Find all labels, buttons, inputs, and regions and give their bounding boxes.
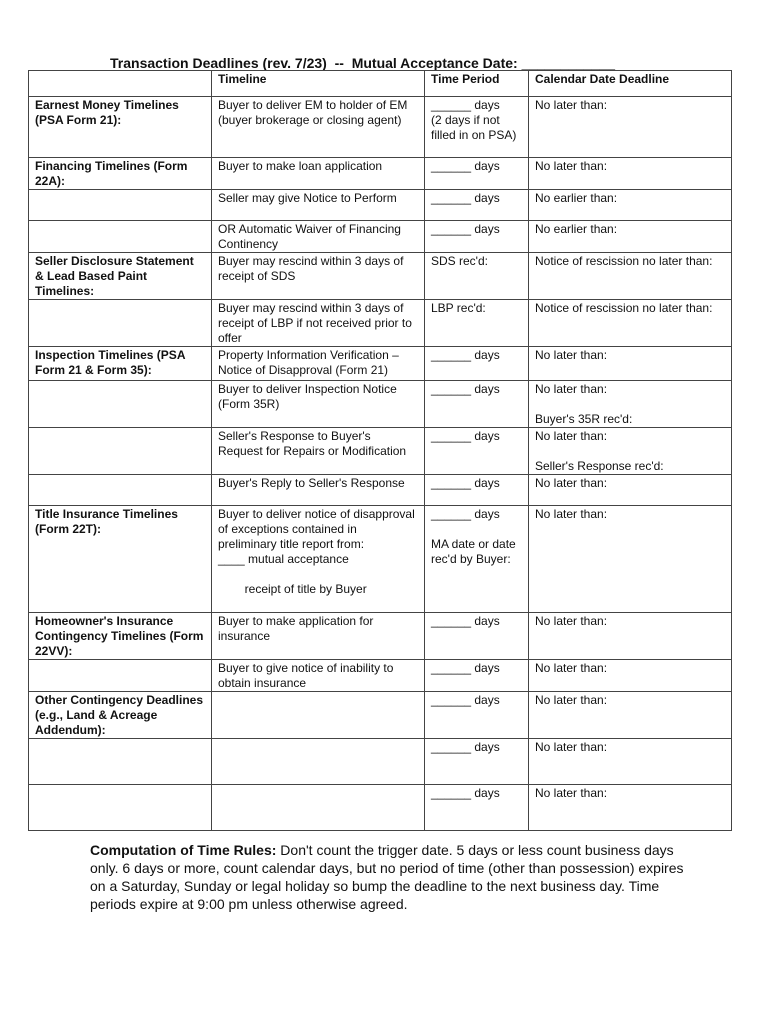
header-row — [29, 71, 732, 97]
cell-category — [29, 300, 212, 347]
computation-label: Computation of Time Rules: — [90, 842, 277, 858]
page-title: Transaction Deadlines (rev. 7/23) -- Mutual Acceptance Date: ____________ — [110, 55, 615, 71]
header-category — [29, 71, 212, 97]
cell-calendar-deadline: No earlier than: — [529, 190, 732, 221]
cell-time-period: LBP rec'd: — [425, 300, 529, 347]
table-row — [29, 97, 732, 158]
cell-timeline: Buyer to make loan application — [212, 158, 425, 190]
cell-time-period: ______ days — [425, 739, 529, 785]
cell-category — [29, 785, 212, 831]
cell-calendar-deadline: No later than: — [529, 475, 732, 506]
cell-calendar-deadline: No earlier than: — [529, 221, 732, 253]
cell-calendar-deadline: No later than: — [529, 660, 732, 692]
table-row — [29, 221, 732, 253]
cell-time-period: ______ days — [425, 692, 529, 739]
deadlines-table — [28, 70, 732, 831]
cell-timeline — [212, 692, 425, 739]
header-time-period: Time Period — [425, 71, 529, 97]
cell-timeline — [212, 739, 425, 785]
cell-timeline: OR Automatic Waiver of Financing Continency — [212, 221, 425, 253]
table-row — [29, 190, 732, 221]
table-row — [29, 158, 732, 190]
computation-note — [90, 841, 690, 913]
cell-category — [29, 739, 212, 785]
cell-category — [29, 381, 212, 428]
cell-category: Inspection Timelines (PSA Form 21 & Form 35): — [29, 347, 212, 381]
cell-calendar-deadline: Notice of rescission no later than: — [529, 300, 732, 347]
cell-category: Other Contingency Deadlines (e.g., Land & Acreage Addendum): — [29, 692, 212, 739]
table-row — [29, 506, 732, 613]
computation-text: Don't count the trigger date. 5 days or less count business days only. 6 days or more, count calendar days, but no period of time (other than possession) expires on a Saturday, Sunday or legal holiday so bump the deadline to the next business day. Time periods expire at 9:00 pm unless otherwise agreed. — [90, 842, 684, 912]
table-row — [29, 428, 732, 475]
cell-time-period: ______ days — [425, 428, 529, 475]
cell-category: Financing Timelines (Form 22A): — [29, 158, 212, 190]
header-timeline: Timeline — [212, 71, 425, 97]
cell-time-period: ______ days — [425, 660, 529, 692]
cell-time-period: ______ days (2 days if not filled in on PSA) — [425, 97, 529, 158]
cell-category: Earnest Money Timelines (PSA Form 21): — [29, 97, 212, 158]
table-row — [29, 300, 732, 347]
cell-timeline — [212, 785, 425, 831]
cell-category — [29, 660, 212, 692]
cell-calendar-deadline: No later than: — [529, 613, 732, 660]
cell-timeline: Buyer to deliver notice of disapproval of exceptions contained in preliminary title report from: ____ mutual acceptance receipt of title by Buyer — [212, 506, 425, 613]
table-row — [29, 660, 732, 692]
cell-time-period: ______ days — [425, 158, 529, 190]
table-row — [29, 785, 732, 831]
table-row — [29, 475, 732, 506]
cell-category: Homeowner's Insurance Contingency Timelines (Form 22VV): — [29, 613, 212, 660]
cell-time-period: ______ days — [425, 475, 529, 506]
table-row — [29, 692, 732, 739]
cell-calendar-deadline: No later than: — [529, 692, 732, 739]
cell-time-period: ______ days — [425, 785, 529, 831]
cell-timeline: Buyer to deliver EM to holder of EM (buyer brokerage or closing agent) — [212, 97, 425, 158]
cell-calendar-deadline: No later than: — [529, 785, 732, 831]
cell-calendar-deadline: Notice of rescission no later than: — [529, 253, 732, 300]
cell-timeline: Buyer to give notice of inability to obtain insurance — [212, 660, 425, 692]
cell-calendar-deadline: No later than: — [529, 739, 732, 785]
cell-calendar-deadline: No later than: — [529, 158, 732, 190]
cell-calendar-deadline: No later than: Buyer's 35R rec'd: — [529, 381, 732, 428]
cell-category — [29, 428, 212, 475]
table-row — [29, 253, 732, 300]
table-row — [29, 613, 732, 660]
cell-category — [29, 190, 212, 221]
cell-timeline: Seller may give Notice to Perform — [212, 190, 425, 221]
cell-time-period: SDS rec'd: — [425, 253, 529, 300]
cell-time-period: ______ days — [425, 221, 529, 253]
table-row — [29, 381, 732, 428]
header-calendar-deadline: Calendar Date Deadline — [529, 71, 732, 97]
cell-timeline: Buyer to make application for insurance — [212, 613, 425, 660]
cell-calendar-deadline: No later than: — [529, 506, 732, 613]
cell-timeline: Buyer may rescind within 3 days of receipt of LBP if not received prior to offer — [212, 300, 425, 347]
cell-timeline: Buyer to deliver Inspection Notice (Form 35R) — [212, 381, 425, 428]
cell-category — [29, 475, 212, 506]
cell-timeline: Property Information Verification – Notice of Disapproval (Form 21) — [212, 347, 425, 381]
cell-time-period: ______ days — [425, 347, 529, 381]
cell-category — [29, 221, 212, 253]
cell-timeline: Seller's Response to Buyer's Request for Repairs or Modification — [212, 428, 425, 475]
cell-calendar-deadline: No later than: — [529, 347, 732, 381]
cell-category: Title Insurance Timelines (Form 22T): — [29, 506, 212, 613]
cell-time-period: ______ days — [425, 613, 529, 660]
cell-time-period: ______ days — [425, 190, 529, 221]
cell-category: Seller Disclosure Statement & Lead Based Paint Timelines: — [29, 253, 212, 300]
cell-time-period: ______ days — [425, 381, 529, 428]
cell-time-period: ______ days MA date or date rec'd by Buyer: — [425, 506, 529, 613]
cell-timeline: Buyer may rescind within 3 days of receipt of SDS — [212, 253, 425, 300]
cell-timeline: Buyer's Reply to Seller's Response — [212, 475, 425, 506]
table-row — [29, 347, 732, 381]
cell-calendar-deadline: No later than: Seller's Response rec'd: — [529, 428, 732, 475]
table-row — [29, 739, 732, 785]
cell-calendar-deadline: No later than: — [529, 97, 732, 158]
